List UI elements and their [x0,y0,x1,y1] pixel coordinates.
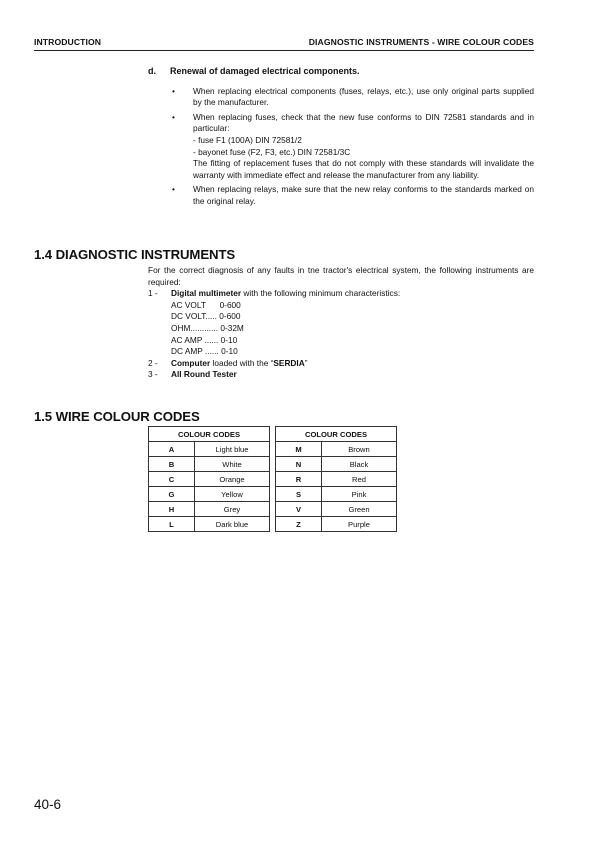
bullet-icon: • [172,184,175,195]
spec-line: DC AMP ...... 0-10 [171,346,238,357]
code-cell: L [149,517,195,532]
bullet-item [148,112,534,182]
bullet-icon: • [172,85,175,96]
running-header-left: INTRODUCTION [34,37,102,47]
table-row [276,442,397,457]
table-row [276,472,397,487]
code-cell: Z [276,517,322,532]
instrument-item [148,369,534,381]
item-name: All Round Tester [171,369,237,380]
page-number: 40-6 [34,797,62,812]
section-d-number: d. [148,66,156,76]
heading-wire-colour-codes: 1.5 WIRE COLOUR CODES [34,409,200,424]
colour-code-table-right [275,426,397,532]
software-name: SERDIA [273,357,305,368]
bullet-item [148,86,534,109]
code-cell: M [276,442,322,457]
colour-cell: White [195,457,270,472]
colour-cell: Green [322,502,397,517]
colour-cell: Black [322,457,397,472]
spec-line: AC AMP ...... 0-10 [171,334,238,345]
code-cell: S [276,487,322,502]
spec-line: DC VOLT..... 0-600 [171,311,241,322]
section-d-title: Renewal of damaged electrical components. [170,66,360,76]
code-cell: A [149,442,195,457]
table-row [276,487,397,502]
colour-cell: Orange [195,472,270,487]
bullet-icon: • [172,111,175,122]
spec-line: AC VOLT 0-600 [171,299,241,310]
bullet-text: - bayonet fuse (F2, F3, etc.) DIN 72581/3C [193,146,351,157]
table-row [149,487,270,502]
code-cell: G [149,487,195,502]
table-row [276,502,397,517]
colour-cell: Light blue [195,442,270,457]
code-cell: R [276,472,322,487]
section-d [148,66,534,211]
table-row [276,457,397,472]
item-name: Computer [171,357,211,368]
heading-diagnostic-instruments: 1.4 DIAGNOSTIC INSTRUMENTS [34,247,236,262]
colour-cell: Pink [322,487,397,502]
table-row [276,517,397,532]
code-cell: V [276,502,322,517]
instruments-intro: For the correct diagnosis of any faults in tne tractor's electrical system, the following instruments are required: [148,265,534,287]
table-row [149,472,270,487]
bullet-text: - fuse F1 (100A) DIN 72581/2 [193,134,302,145]
colour-cell: Brown [322,442,397,457]
item-name: Digital multimeter [171,288,242,299]
code-cell: B [149,457,195,472]
bullet-text: When replacing fuses, check that the new fuse conforms to DIN 72581 standards and in particular: [193,111,534,134]
bullet-item [148,184,534,207]
bullet-text: When replacing relays, make sure that the new relay conforms to the standards marked on the original relay. [193,184,534,206]
item-number: 3 - [148,369,158,380]
colour-cell: Grey [195,502,270,517]
colour-cell: Dark blue [195,517,270,532]
bullet-text: When replacing electrical components (fuses, relays, etc.), use only original parts supplied by the manufacturer. [193,85,534,108]
item-description: with the following minimum characteristics: [241,288,401,299]
colour-code-table-left [148,426,270,532]
table-header: COLOUR CODES [149,427,270,442]
table-header: COLOUR CODES [276,427,397,442]
table-row [149,517,270,532]
code-cell: H [149,502,195,517]
colour-cell: Yellow [195,487,270,502]
table-row [149,457,270,472]
bullet-text: The fitting of replacement fuses that do not comply with these standards will invalidate the warranty with immediate effect and release the manufacturer from any liability. [193,158,534,180]
item-number: 1 - [148,288,158,299]
colour-cell: Purple [322,517,397,532]
code-cell: N [276,457,322,472]
table-row [149,442,270,457]
header-rule [34,50,534,51]
section-d-heading [148,66,534,78]
item-number: 2 - [148,357,158,368]
item-description: loaded with the “ [210,357,274,368]
instrument-item [148,288,534,358]
colour-cell: Red [322,472,397,487]
running-header-right: DIAGNOSTIC INSTRUMENTS - WIRE COLOUR CODES [308,37,534,47]
spec-line: OHM............ 0-32M [171,322,244,333]
table-row [149,502,270,517]
instrument-item [148,358,534,370]
diagnostic-instruments-body [148,265,534,381]
item-description-end: ” [304,357,308,368]
code-cell: C [149,472,195,487]
